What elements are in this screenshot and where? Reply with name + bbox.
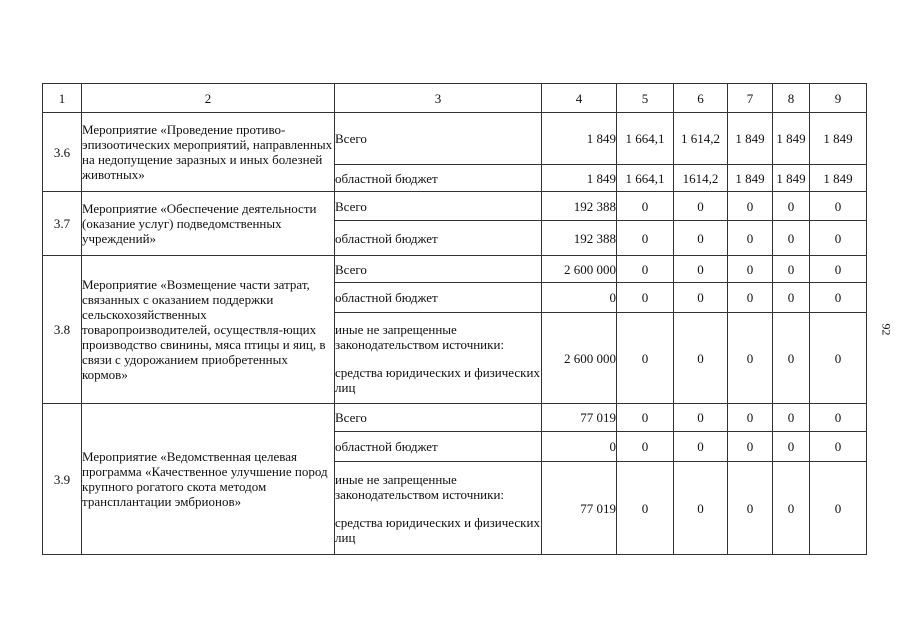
value-cell: 1 664,1 [617, 113, 674, 165]
value-cell: 0 [674, 462, 728, 555]
header-cell: 2 [82, 84, 335, 113]
value-cell: 0 [617, 256, 674, 283]
source-cell [335, 313, 542, 404]
budget-table [42, 83, 867, 555]
value-cell: 0 [617, 432, 674, 462]
source-label: Всего [335, 404, 542, 432]
value-cell: 1614,2 [674, 165, 728, 192]
page-number: 92 [879, 323, 894, 336]
measure-name: Мероприятие «Проведение противо-эпизоотических мероприятий, направленных на недопущение заразных и иных болезней животных» [82, 113, 335, 192]
value-cell: 0 [773, 192, 810, 221]
source-cell [335, 462, 542, 555]
value-cell: 0 [810, 313, 867, 404]
value-cell: 1 849 [810, 113, 867, 165]
value-cell: 0 [728, 432, 773, 462]
value-cell: 1 849 [542, 113, 617, 165]
value-cell: 1 664,1 [617, 165, 674, 192]
value-cell: 0 [728, 313, 773, 404]
source-label: Всего [335, 256, 542, 283]
row-number: 3.6 [43, 113, 82, 192]
value-cell: 0 [674, 221, 728, 256]
value-cell: 1 849 [542, 165, 617, 192]
row-number: 3.9 [43, 404, 82, 555]
value-cell: 0 [728, 283, 773, 313]
value-cell: 192 388 [542, 221, 617, 256]
value-cell: 0 [773, 221, 810, 256]
legal-sources-label: средства юридических и физических лиц [335, 514, 540, 545]
measure-name: Мероприятие «Ведомственная целевая программа «Качественное улучшение пород крупного рогатого скота методом трансплантации эмбрионов» [82, 404, 335, 555]
value-cell: 1 849 [773, 165, 810, 192]
value-cell: 1 849 [773, 113, 810, 165]
value-cell: 1 614,2 [674, 113, 728, 165]
value-cell: 0 [542, 432, 617, 462]
legal-sources-label: средства юридических и физических лиц [335, 364, 540, 395]
source-label: областной бюджет [335, 283, 542, 313]
value-cell: 1 849 [810, 165, 867, 192]
header-cell: 9 [810, 84, 867, 113]
measure-name: Мероприятие «Обеспечение деятельности (оказание услуг) подведомственных учреждений» [82, 192, 335, 256]
header-cell: 8 [773, 84, 810, 113]
header-cell: 4 [542, 84, 617, 113]
header-cell: 6 [674, 84, 728, 113]
table-row [43, 256, 867, 283]
value-cell: 0 [728, 404, 773, 432]
value-cell: 0 [617, 404, 674, 432]
source-label: областной бюджет [335, 432, 542, 462]
source-label: Всего [335, 192, 542, 221]
value-cell: 0 [674, 283, 728, 313]
value-cell: 0 [674, 256, 728, 283]
value-cell: 0 [810, 283, 867, 313]
source-label: областной бюджет [335, 221, 542, 256]
measure-name: Мероприятие «Возмещение части затрат, связанных с оказанием поддержки сельскохозяйственных товаропроизводителей, осуществля-ющих производство свинины, мяса птицы и яиц, в связи с удорожанием приобретенных кормов» [82, 256, 335, 404]
value-cell: 0 [617, 192, 674, 221]
header-row [43, 84, 867, 113]
value-cell: 0 [773, 462, 810, 555]
table-row [43, 192, 867, 221]
value-cell: 77 019 [542, 404, 617, 432]
value-cell: 0 [617, 283, 674, 313]
value-cell: 0 [773, 313, 810, 404]
header-cell: 7 [728, 84, 773, 113]
source-label: Всего [335, 113, 542, 165]
header-cell: 3 [335, 84, 542, 113]
value-cell: 0 [674, 432, 728, 462]
value-cell: 0 [728, 462, 773, 555]
source-label: областной бюджет [335, 165, 542, 192]
value-cell: 0 [810, 462, 867, 555]
other-sources-label: иные не запрещенные законодательством источники: [335, 471, 505, 502]
value-cell: 2 600 000 [542, 256, 617, 283]
value-cell: 0 [810, 192, 867, 221]
value-cell: 0 [728, 221, 773, 256]
value-cell: 0 [728, 192, 773, 221]
value-cell: 0 [674, 192, 728, 221]
value-cell: 0 [617, 221, 674, 256]
value-cell: 0 [810, 432, 867, 462]
value-cell: 0 [810, 256, 867, 283]
value-cell: 2 600 000 [542, 313, 617, 404]
value-cell: 0 [674, 313, 728, 404]
row-number: 3.7 [43, 192, 82, 256]
value-cell: 0 [773, 256, 810, 283]
value-cell: 1 849 [728, 113, 773, 165]
header-cell: 5 [617, 84, 674, 113]
value-cell: 1 849 [728, 165, 773, 192]
value-cell: 0 [542, 283, 617, 313]
value-cell: 0 [617, 313, 674, 404]
value-cell: 0 [617, 462, 674, 555]
value-cell: 192 388 [542, 192, 617, 221]
table-row [43, 404, 867, 432]
value-cell: 0 [773, 432, 810, 462]
header-cell: 1 [43, 84, 82, 113]
other-sources-label: иные не запрещенные законодательством источники: [335, 321, 505, 352]
value-cell: 77 019 [542, 462, 617, 555]
value-cell: 0 [728, 256, 773, 283]
table-row [43, 113, 867, 165]
value-cell: 0 [674, 404, 728, 432]
value-cell: 0 [810, 404, 867, 432]
value-cell: 0 [773, 404, 810, 432]
value-cell: 0 [810, 221, 867, 256]
row-number: 3.8 [43, 256, 82, 404]
value-cell: 0 [773, 283, 810, 313]
